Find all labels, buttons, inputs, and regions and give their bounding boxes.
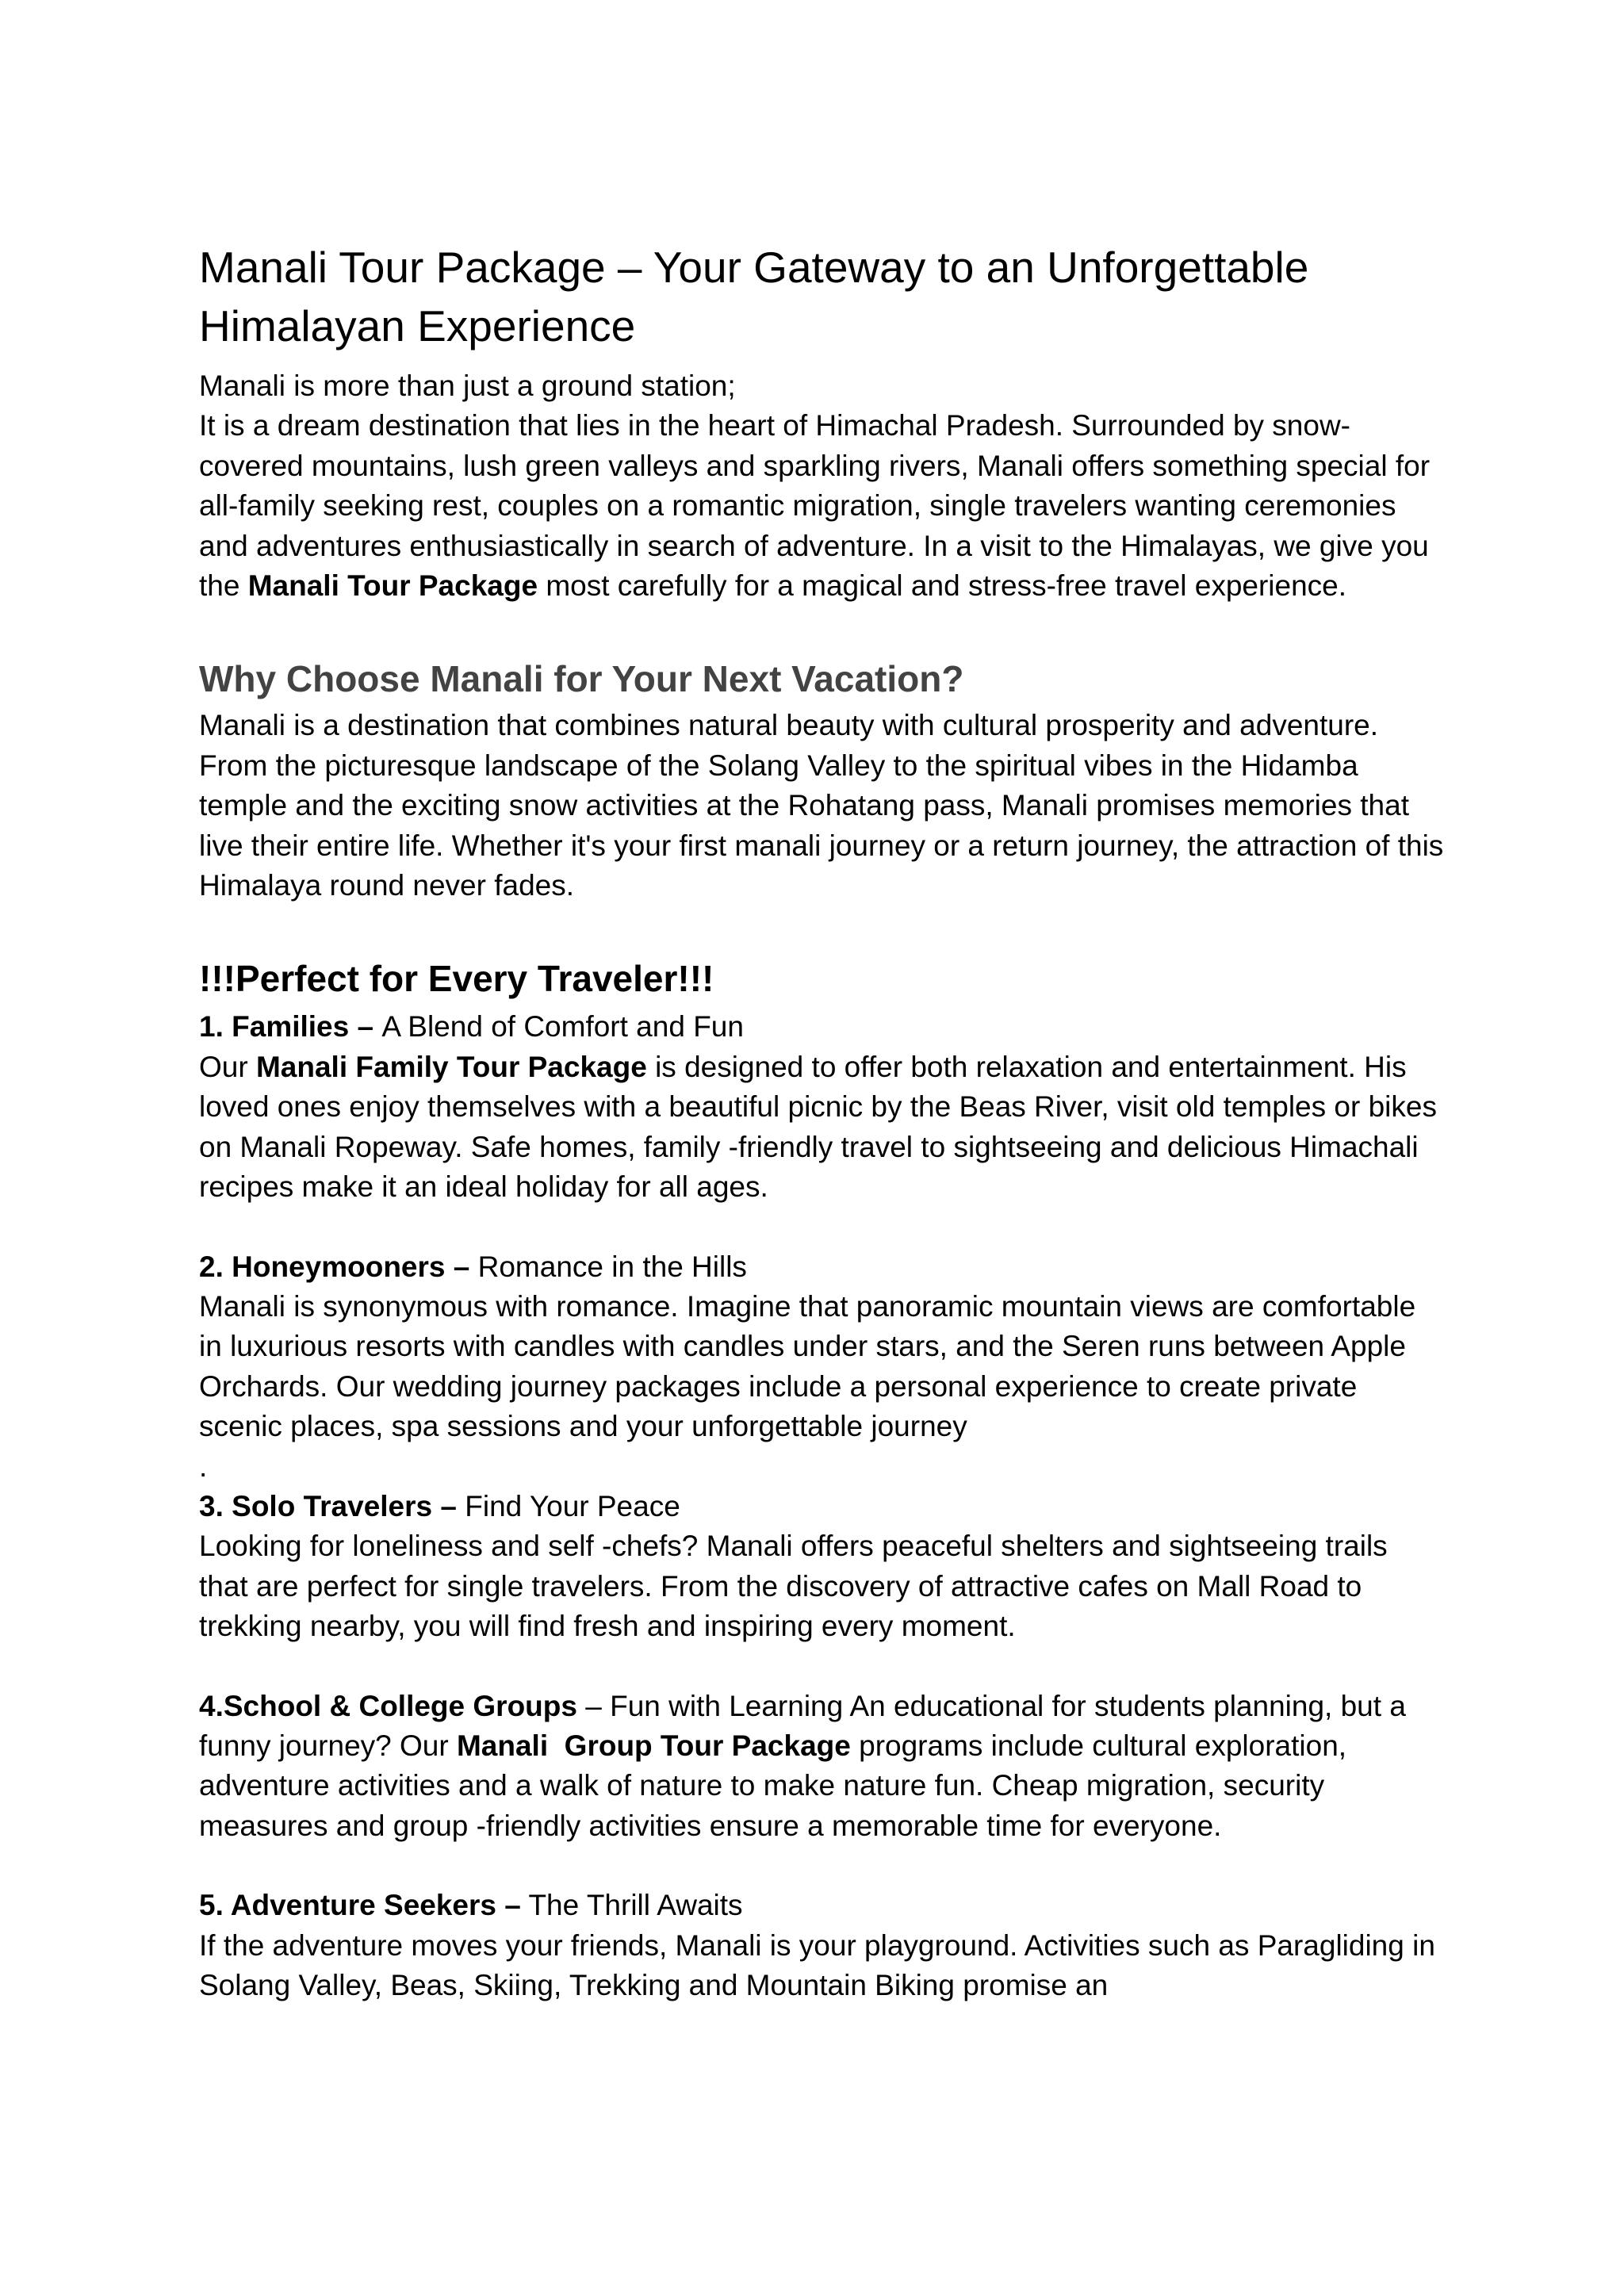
solo-section [199,1487,1444,1647]
intro-paragraph [199,366,1444,606]
solo-body: Looking for loneliness and self -chefs? Manali offers peaceful shelters and sightseeing trails that are perfect for single travelers. From the discovery of attractive cafes on Mall Road to trekking nearby, you will find fresh and inspiring every moment. [199,1530,1388,1643]
families-pre: Our [199,1050,256,1083]
groups-label: 4.School & College Groups [199,1689,577,1722]
groups-text-2: programs include cultural exploration, adventure activities and a walk of nature to make nature fun. Cheap migration, security measures and group -friendly activities ensure a memorable time for everyone. [199,1729,1347,1842]
intro-line-1: Manali is more than just a ground station; [199,370,736,402]
intro-bold-package: Manali Tour Package [247,569,538,603]
adventure-body: If the adventure moves your friends, Manali is your playground. Activities such as Paragliding in Solang Valley, Beas, Skiing, Trekking and Mountain Biking promise an [199,1928,1435,2001]
groups-section [199,1687,1444,1847]
adventure-subtitle: The Thrill Awaits [520,1889,743,1922]
document-title: Manali Tour Package – Your Gateway to an Unforgettable Himalayan Experience [199,243,1309,350]
honeymooners-dot: . [199,1450,208,1483]
why-heading: Why Choose Manali for Your Next Vacation? [199,658,964,700]
groups-bold-package: Manali Group Tour Package [456,1729,851,1762]
families-bold-package: Manali Family Tour Package [255,1050,647,1083]
adventure-section [199,1886,1444,2005]
document-page [199,238,1444,2005]
families-subtitle: A Blend of Comfort and Fun [381,1010,744,1044]
honeymooners-subtitle: Romance in the Hills [469,1250,747,1283]
intro-body: It is a dream destination that lies in the heart of Himachal Pradesh. Surrounded by snow-covered mountains, lush green valleys and sparkling rivers, Manali offers something special for all-family seeking rest, couples on a romantic migration, single travelers wanting ceremonies and adventures enthusiastically in search of adventure. In a visit to the Himalayas, we give you the [199,409,1431,603]
solo-label: 3. Solo Travelers – [199,1489,457,1522]
honeymooners-section [199,1247,1444,1487]
honeymooners-body: Manali is synonymous with romance. Imagine that panoramic mountain views are comfortable in luxurious resorts with candles with candles under stars, and the Seren runs between Apple Orchards. Our wedding journey packages include a personal experience to create private scenic places, spa sessions and your unforgettable journey [199,1289,1416,1443]
intro-tail: most carefully for a magical and stress-free travel experience. [538,569,1347,603]
families-label: 1. Families – [199,1010,382,1044]
solo-subtitle: Find Your Peace [456,1489,680,1522]
honeymooners-label: 2. Honeymooners – [199,1250,470,1283]
families-section [199,1007,1444,1207]
families-body: is designed to offer both relaxation and entertainment. His loved ones enjoy themselves with a beautiful picnic by the Beas River, visit old temples or bikes on Manali Ropeway. Safe homes, family -friendly travel to sightseeing and delicious Himachali recipes make it an ideal holiday for all ages. [199,1050,1437,1204]
why-paragraph: Manali is a destination that combines natural beauty with cultural prosperity and adventure. From the picturesque landscape of the Solang Valley to the spiritual vibes in the Hidamba temple and the exciting snow activities at the Rohatang pass, Manali promises memories that live their entire life. Whether it's your first manali journey or a return journey, the attraction of this Himalaya round never fades. [199,709,1444,902]
adventure-label: 5. Adventure Seekers – [199,1889,521,1922]
groups-text-1: – Fun with Learning An educational for students planning, but a funny journey? Our [199,1689,1406,1762]
perfect-heading: !!!Perfect for Every Traveler!!! [199,958,714,1000]
